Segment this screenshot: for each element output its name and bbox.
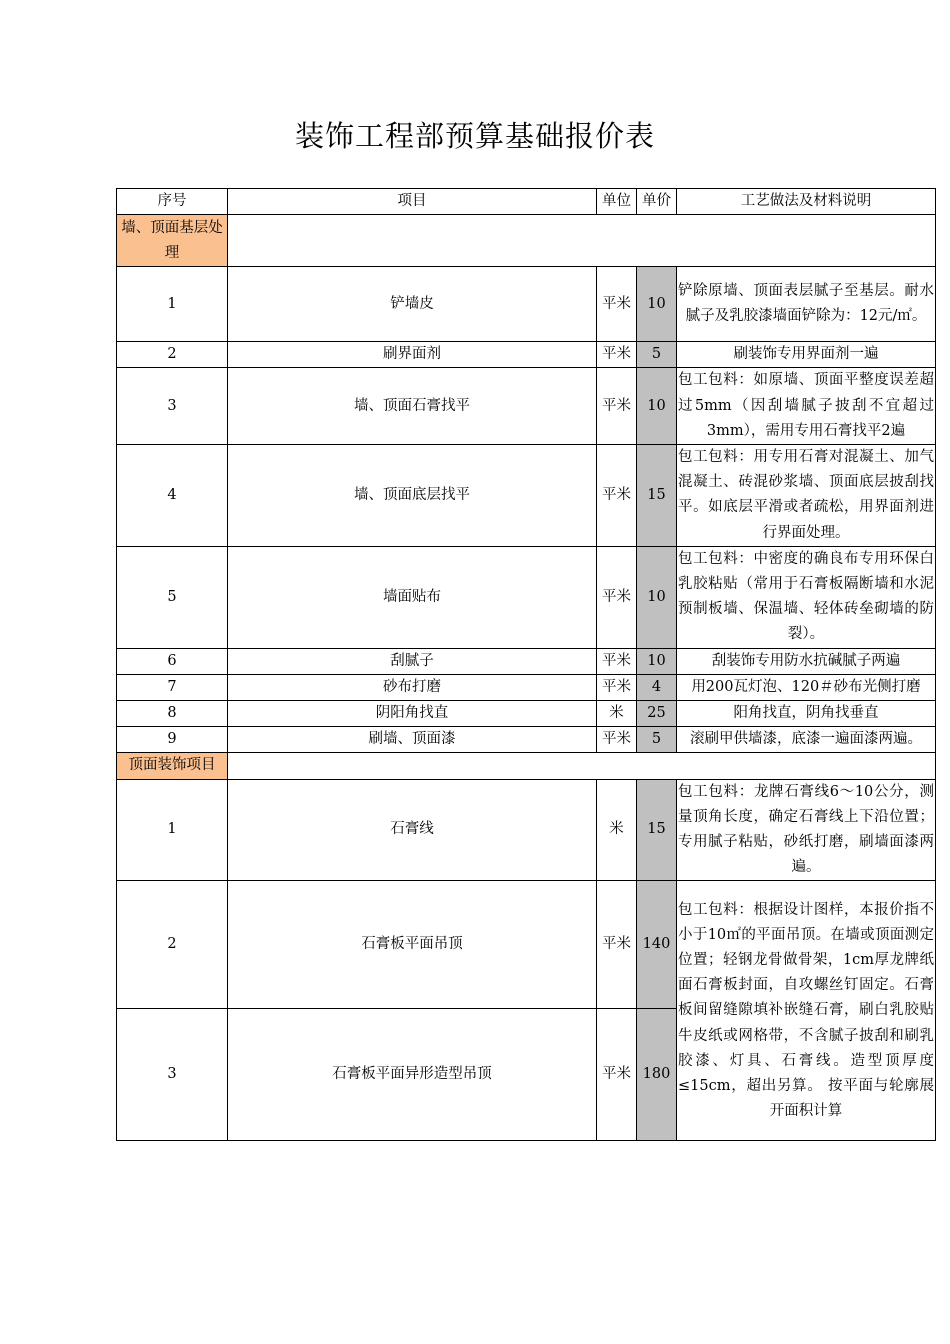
section-label: 墙、顶面基层处理: [117, 215, 228, 267]
row-no: 6: [117, 648, 228, 674]
row-price: 140: [637, 881, 677, 1009]
row-no: 7: [117, 674, 228, 700]
price-table: [116, 188, 936, 1141]
row-unit: 米: [597, 701, 637, 727]
row-item: 石膏板平面异形造型吊顶: [228, 1009, 597, 1141]
row-item: 刷界面剂: [228, 342, 597, 368]
row-no: 1: [117, 267, 228, 342]
section-row: [117, 753, 936, 779]
table-row: [117, 342, 936, 368]
row-item: 石膏线: [228, 779, 597, 881]
table-row: [117, 701, 936, 727]
row-item: 砂布打磨: [228, 674, 597, 700]
row-price: 15: [637, 445, 677, 547]
row-desc: 包工包料：中密度的确良布专用环保白乳胶粘贴（常用于石膏板隔断墙和水泥预制板墙、保温墙、轻体砖垒砌墙的防裂）。: [677, 546, 936, 648]
row-no: 2: [117, 881, 228, 1009]
row-desc: 刮装饰专用防水抗碱腻子两遍: [677, 648, 936, 674]
row-price: 10: [637, 267, 677, 342]
row-no: 9: [117, 727, 228, 753]
table-row: [117, 368, 936, 445]
header-no: 序号: [117, 189, 228, 215]
row-item: 石膏板平面吊顶: [228, 881, 597, 1009]
header-desc: 工艺做法及材料说明: [677, 189, 936, 215]
header-item: 项目: [228, 189, 597, 215]
row-desc: 包工包料：如原墙、顶面平整度误差超过5mm（因刮墙腻子披刮不宜超过3mm），需用专用石膏找平2遍: [677, 368, 936, 445]
row-no: 8: [117, 701, 228, 727]
row-no: 5: [117, 546, 228, 648]
table-row: [117, 881, 936, 1009]
table-row: [117, 779, 936, 881]
row-unit: 平米: [597, 445, 637, 547]
row-desc-shared: 包工包料：根据设计图样，本报价指不小于10㎡的平面吊顶。在墙或顶面测定位置；轻钢龙骨做骨架，1cm厚龙牌纸面石膏板封面，自攻螺丝钉固定。石膏板间留缝隙填补嵌缝石膏，刷白乳胶贴牛皮纸或网格带，不含腻子披刮和刷乳胶漆、灯具、石膏线。造型顶厚度≤15cm，超出另算。 按平面与轮廓展开面积计算: [677, 881, 936, 1141]
row-unit: 平米: [597, 727, 637, 753]
row-price: 25: [637, 701, 677, 727]
table-row: [117, 267, 936, 342]
row-price: 10: [637, 368, 677, 445]
table-row: [117, 727, 936, 753]
table-row: [117, 445, 936, 547]
row-desc: 滚刷甲供墙漆，底漆一遍面漆两遍。: [677, 727, 936, 753]
row-item: 刷墙、顶面漆: [228, 727, 597, 753]
row-price: 15: [637, 779, 677, 881]
row-unit: 平米: [597, 881, 637, 1009]
row-item: 刮腻子: [228, 648, 597, 674]
row-no: 3: [117, 368, 228, 445]
row-no: 3: [117, 1009, 228, 1141]
table-header-row: [117, 189, 936, 215]
section-blank: [228, 215, 936, 267]
row-no: 4: [117, 445, 228, 547]
row-unit: 平米: [597, 674, 637, 700]
header-unit: 单位: [597, 189, 637, 215]
row-desc: 铲除原墙、顶面表层腻子至基层。耐水腻子及乳胶漆墙面铲除为：12元/㎡。: [677, 267, 936, 342]
row-unit: 米: [597, 779, 637, 881]
row-no: 2: [117, 342, 228, 368]
table-row: [117, 674, 936, 700]
row-unit: 平米: [597, 546, 637, 648]
row-desc: 包工包料：龙牌石膏线6～10公分，测量顶角长度，确定石膏线上下沿位置；专用腻子粘贴，砂纸打磨，刷墙面漆两遍。: [677, 779, 936, 881]
section-label: 顶面装饰项目: [117, 753, 228, 779]
row-desc: 包工包料：用专用石膏对混凝土、加气混凝土、砖混砂浆墙、顶面底层披刮找平。如底层平滑或者疏松，用界面剂进行界面处理。: [677, 445, 936, 547]
row-price: 10: [637, 648, 677, 674]
row-unit: 平米: [597, 648, 637, 674]
row-desc: 阳角找直，阴角找垂直: [677, 701, 936, 727]
row-price: 5: [637, 342, 677, 368]
row-item: 铲墙皮: [228, 267, 597, 342]
row-unit: 平米: [597, 368, 637, 445]
row-desc: 用200瓦灯泡、120＃砂布光侧打磨: [677, 674, 936, 700]
section-row: [117, 215, 936, 267]
row-item: 墙、顶面底层找平: [228, 445, 597, 547]
row-price: 5: [637, 727, 677, 753]
row-unit: 平米: [597, 267, 637, 342]
section-blank: [228, 753, 936, 779]
table-row: [117, 648, 936, 674]
header-price: 单价: [637, 189, 677, 215]
page-title: 装饰工程部预算基础报价表: [294, 119, 655, 153]
table-row: [117, 546, 936, 648]
row-unit: 平米: [597, 342, 637, 368]
row-price: 180: [637, 1009, 677, 1141]
row-no: 1: [117, 779, 228, 881]
row-item: 墙、顶面石膏找平: [228, 368, 597, 445]
row-item: 阴阳角找直: [228, 701, 597, 727]
row-item: 墙面贴布: [228, 546, 597, 648]
row-desc: 刷装饰专用界面剂一遍: [677, 342, 936, 368]
row-price: 4: [637, 674, 677, 700]
row-unit: 平米: [597, 1009, 637, 1141]
row-price: 10: [637, 546, 677, 648]
